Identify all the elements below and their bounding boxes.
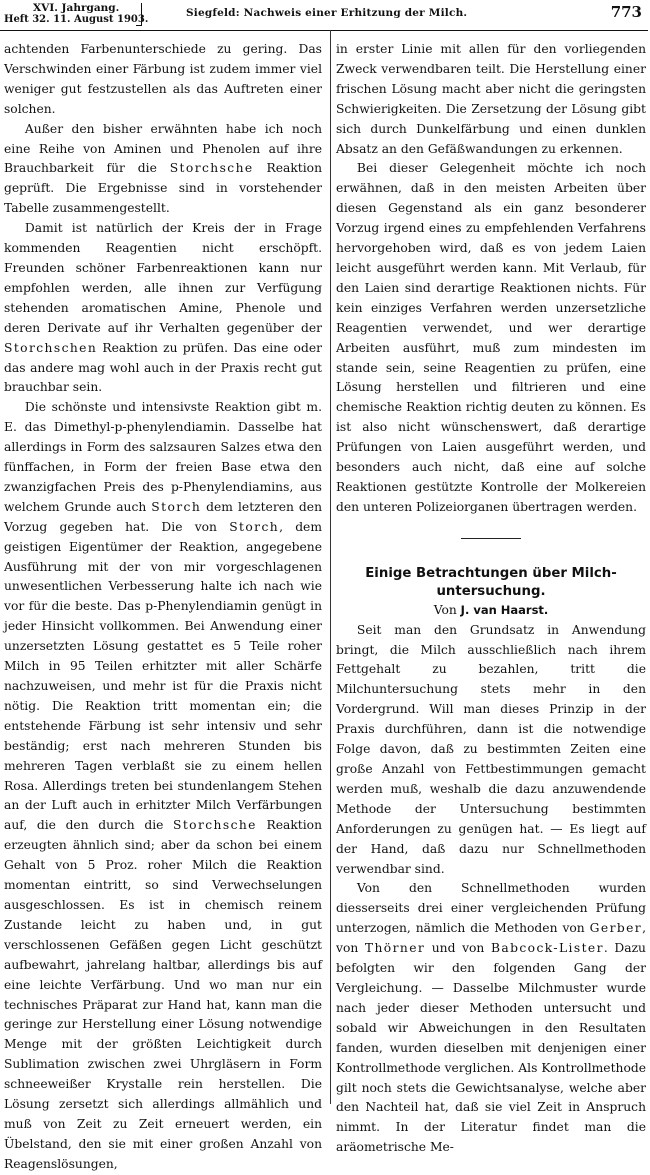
page-number: 773: [610, 3, 642, 21]
paragraph: Außer den bisher erwähnten habe ich noch eine Reihe von Aminen und Phenolen auf ihre Brauchbarkeit für die Storchsche Reaktion geprüft. Die Ergebnisse sind in vorstehender Tabelle zusammengestellt.: [4, 121, 322, 216]
header-rule: [0, 30, 648, 31]
journal-issue-info: [4, 3, 148, 25]
volume-label: XVI. Jahrgang.: [33, 2, 120, 14]
spaced-name: Storchsche: [173, 818, 257, 833]
article-title: Einige Betrachtungen über Milch- untersuchung.: [365, 565, 617, 599]
paragraph: Seit man den Grundsatz in Anwendung bringt, die Milch ausschließlich nach ihrem Fettgehalt zu bezahlen, tritt die Milchuntersuchung stets mehr in den Vordergrund. Will man dieses Prinzip in der Praxis durchführen, dann ist die notwendige Folge davon, daß zu bestimmten Zeiten eine große Anzahl von Fettbestimmungen gemacht werden muß, weshalb die dazu anzuwendende Methode der Untersuchung bestimmten Anforderungen zu genügen hat. — Es liegt auf der Hand, daß dazu nur Schnellmethoden verwendbar sind.: [336, 622, 646, 876]
left-column: [4, 40, 322, 1175]
spaced-name: Babcock-Lister: [490, 941, 604, 956]
paragraph: Von den Schnellmethoden wurden diesserseits drei einer vergleichenden Prüfung unterzogen, nämlich die Methoden von Gerber, von Thörner und von Babcock-Lister. Dazu befolgten wir den folgenden Gang der Vergleichung. — Dasselbe Milchmuster wurde nach jeder dieser Methoden untersucht und sobald wir Abweichungen in den Resultaten fanden, wurden dieselben mit denjenigen einer Kontrollmethode verglichen. Als Kontrollmethode gilt noch stets die Gewichtsanalyse, welche aber den Nachteil hat, daß sie viel Zeit in Anspruch nimmt. In der Literatur findet man die aräometrische Me-: [336, 881, 646, 1155]
paragraph: achtenden Farbenunterschiede zu gering. Das Verschwinden einer Färbung ist zudem immer viel weniger gut festzustellen als das Auftreten einer solchen.: [4, 42, 322, 116]
spaced-name: Storchschen: [4, 340, 98, 355]
spaced-name: Storch: [151, 499, 202, 514]
section-separator: [461, 538, 521, 539]
paragraph: Bei dieser Gelegenheit möchte ich noch erwähnen, daß in den meisten Arbeiten über diesen Gegenstand als ein ganz besonderer Vorzug irgend eines zu empfehlenden Verfahrens hervorgehoben wird, daß es von jedem Laien leicht ausgeführt werden kann. Mit Verlaub, für den Laien sind derartige Reaktionen nichts. Für kein einziges Verfahren werden unzersetzliche Reagentien verwendet, und wer derartige Arbeiten ausführt, muß zum mindesten im stande sein, seine Reagentien zu prüfen, eine Lösung herstellen und filtrieren und eine chemische Reaktion richtig deuten zu können. Es ist also nicht wünschenswert, daß derartige Prüfungen von Laien ausgeführt werden, und besonders auch nicht, daß eine auf solche Reaktionen gestützte Kontrolle der Molkereien den unteren Polizeiorganen übertragen werden.: [336, 161, 646, 514]
page-header: [0, 0, 650, 34]
paragraph: in erster Linie mit allen für den vorliegenden Zweck verwendbaren teilt. Die Herstellung einer frischen Lösung macht aber nicht die geringsten Schwierigkeiten. Die Zersetzung der Lösung gibt sich durch Dunkelfärbung und einen dunklen Absatz an den Gefäßwandungen zu erkennen.: [336, 42, 646, 156]
spaced-name: Storch: [229, 519, 280, 534]
paragraph: Damit ist natürlich der Kreis der in Frage kommenden Reagentien nicht erschöpft. Freunden schöner Farbenreaktionen kann nur empfohlen werden, alle ihnen zur Verfügung stehenden aromatischen Amine, Phenole und deren Derivate auf ihr Verhalten gegenüber der Storchschen Reaktion zu prüfen. Das eine oder das andere mag wohl auch in der Praxis recht gut brauchbar sein.: [4, 221, 322, 395]
right-column: [336, 40, 646, 1158]
paragraph: Die schönste und intensivste Reaktion gibt m. E. das Dimethyl-p-phenylendiamin. Dasselbe hat allerdings in Form des salzsauren Salzes etwa den fünffachen, in Form der freien Base etwa den zwanzigfachen Preis des p-Phenylendiamins, aus welchem Grunde auch Storch dem letzteren den Vorzug gegeben hat. Die von Storch, dem geistigen Eigentümer der Reaktion, angegebene Ausführung mit der von mir vorgeschlagenen unwesentlichen Verbesserung halte ich nach wie vor für die beste. Das p-Phenylendiamin genügt in jeder Hinsicht vollkommen. Bei Anwendung einer unzersetzten Lösung gestattet es 5 Teile roher Milch in 95 Teilen erhitzter mit aller Schärfe nachzuweisen, und mehr ist für die Praxis nicht nötig. Die Reaktion tritt momentan ein; die entstehende Färbung ist sehr intensiv und sehr beständig; erst nach mehreren Stunden bis mehreren Tagen verblaßt sie zu einem hellen Rosa. Allerdings treten bei stundenlangem Stehen an der Luft auch in erhitzter Milch Verfärbungen auf, die den durch die Storchsche Reaktion erzeugten ähnlich sind; aber da schon bei einem Gehalt von 5 Proz. roher Milch die Reaktion momentan eintritt, so sind Verwechselungen ausgeschlossen. Es ist in chemisch reinem Zustande leicht zu haben und, in gut verschlossenen Gefäßen gegen Licht geschützt aufbewahrt, jahrelang haltbar, allerdings bis auf eine leichte Verfärbung. Und wo man nur ein technisches Präparat zur Hand hat, kann man die geringe zur Herstellung einer Lösung notwendige Menge mit der größten Leichtigkeit durch Sublimation zwischen zwei Uhrgläsern in Form schneeweißer Krystalle rein herstellen. Die Lösung zersetzt sich allerdings allmählich und muß von Zeit zu Zeit erneuert werden, ein Übelstand, den sie mit einer großen Anzahl von Reagenslösungen,: [4, 400, 322, 1171]
header-bracket: [136, 3, 142, 26]
spaced-name: Thörner: [364, 941, 426, 956]
issue-label: Heft 32. 11. August 1903.: [4, 14, 149, 25]
article-author: Von J. van Haarst.: [433, 602, 549, 617]
author-name: J. van Haarst.: [460, 602, 549, 617]
running-title: Siegfeld: Nachweis einer Erhitzung der Milch.: [186, 7, 468, 19]
spaced-name: Gerber: [589, 921, 643, 936]
spaced-name: Storchsche: [169, 161, 254, 176]
column-divider: [330, 30, 331, 1104]
